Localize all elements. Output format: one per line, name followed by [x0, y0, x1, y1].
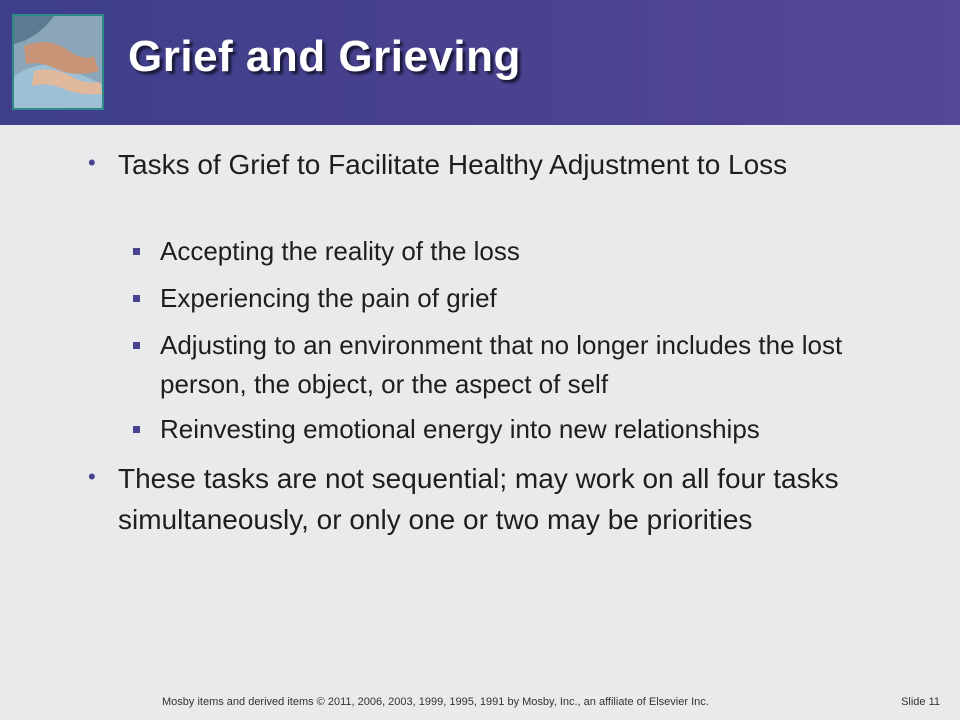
bullet-dot-icon: • — [88, 464, 96, 489]
square-bullet-icon — [133, 342, 140, 349]
bullet-text: These tasks are not sequential; may work on all four tasks simultaneously, or only one or two may be priorities — [118, 463, 839, 535]
copyright-notice: Mosby items and derived items © 2011, 2006, 2003, 1999, 1995, 1991 by Mosby, Inc., an affiliate of Elsevier Inc. — [162, 696, 709, 708]
sub-bullet-item — [160, 279, 920, 318]
sub-bullet-text: Reinvesting emotional energy into new relationships — [160, 414, 760, 444]
bullet-text: Tasks of Grief to Facilitate Healthy Adjustment to Loss — [118, 149, 788, 180]
square-bullet-icon — [133, 248, 140, 255]
square-bullet-icon — [133, 426, 140, 433]
sub-bullet-item — [160, 410, 920, 449]
square-bullet-icon — [133, 295, 140, 302]
sub-bullet-item — [160, 232, 920, 271]
slide-number: Slide 11 — [901, 696, 940, 708]
sub-bullet-text: Experiencing the pain of grief — [160, 283, 497, 313]
bullet-item — [88, 144, 928, 185]
bullet-item — [88, 458, 928, 540]
sub-bullet-text: Adjusting to an environment that no longer includes the lost person, the object, or the aspect of self — [160, 330, 843, 399]
sub-bullet-text: Accepting the reality of the loss — [160, 236, 520, 266]
slide-title: Grief and Grieving — [128, 32, 521, 81]
sub-bullet-item — [160, 326, 920, 404]
bullet-dot-icon: • — [88, 150, 96, 175]
